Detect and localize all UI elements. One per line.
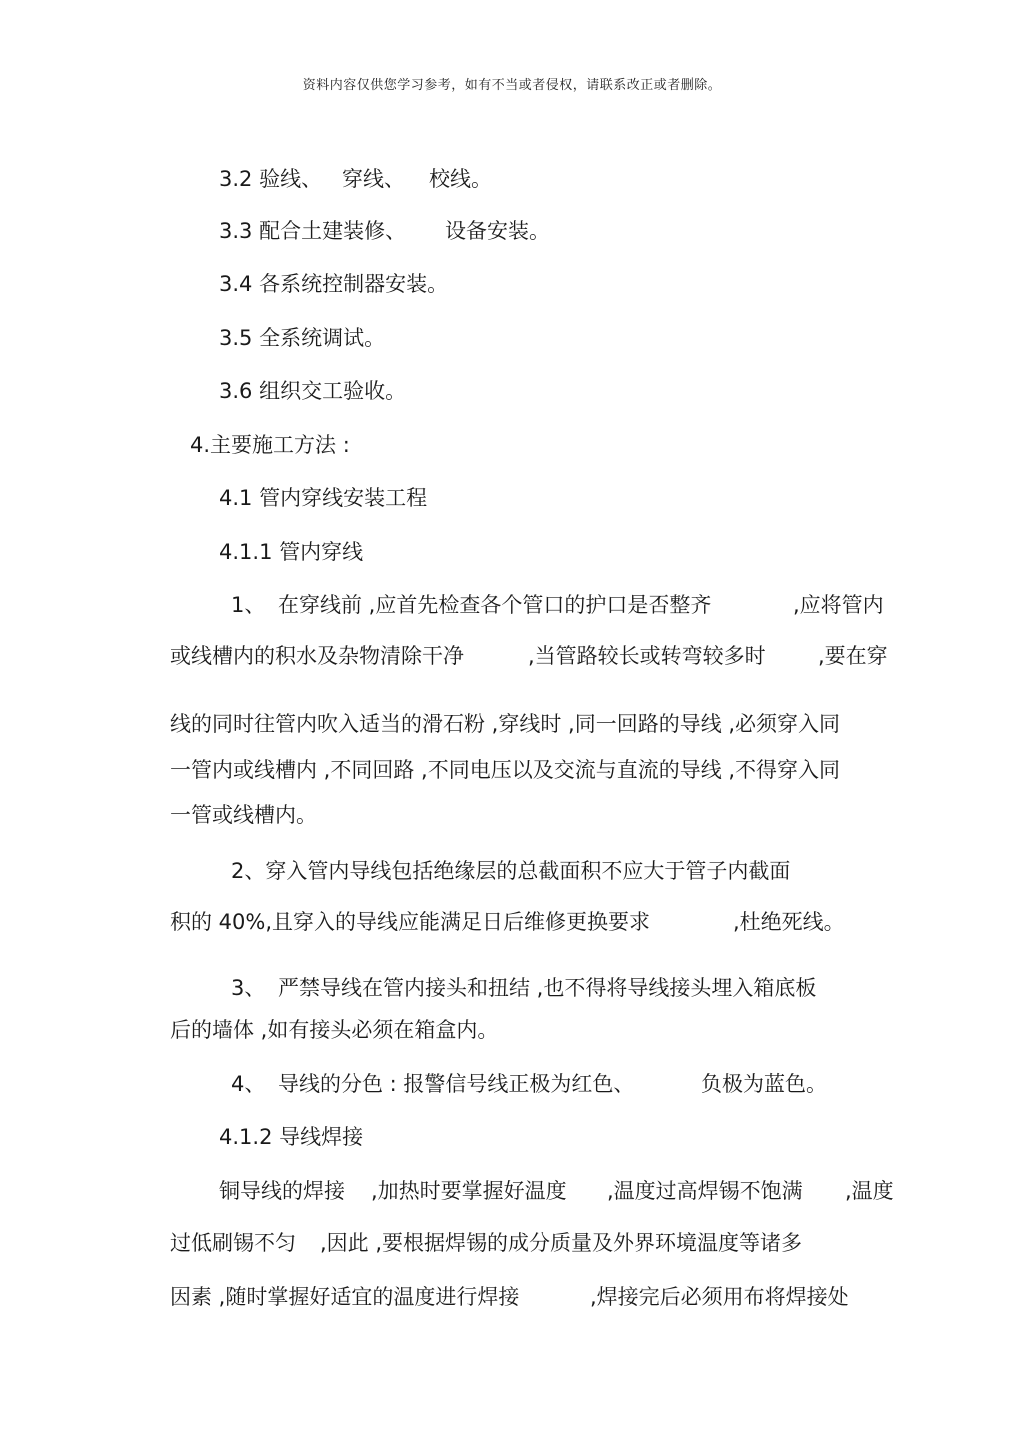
para-5-line-2-part-2: ,因此 ,要根据焊锡的成分质量及外界环境温度等诸多 — [320, 1231, 803, 1255]
para-5-line-3 — [170, 1284, 849, 1388]
para-1-line-5: 一管或线槽内。 — [170, 803, 317, 827]
para-5-line-1-part-3: ,温度过高焊锡不饱满 — [607, 1179, 803, 1203]
para-2-line-2-part-2: ,杜绝死线。 — [733, 910, 845, 934]
para-1-line-3: 线的同时往管内吹入适当的滑石粉 ,穿线时 ,同一回路的导线 ,必须穿入同 — [170, 712, 841, 736]
para-4-part-2: 导线的分色 : 报警信号线正极为红色、 — [278, 1072, 635, 1096]
para-5-line-2-part-1: 过低刷锡不匀 — [170, 1231, 296, 1255]
section-4-1-1-heading: 4.1.1 管内穿线 — [219, 540, 364, 564]
para-2-line-2-part-1: 积的 40%,且穿入的导线应能满足日后维修更换要求 — [170, 910, 651, 934]
item-3-3-part-1: 3.3 配合土建装修、 — [219, 219, 407, 243]
item-3-2-part-1: 3.2 验线、 — [219, 167, 323, 191]
disclaimer-header: 资料内容仅供您学习参考，如有不当或者侵权，请联系改正或者删除。 — [302, 78, 722, 93]
section-4-heading: 4.主要施工方法 : — [190, 433, 350, 457]
para-1-line-1-part-3: ,应将管内 — [793, 593, 884, 617]
para-1-line-2-part-2: ,当管路较长或转弯较多时 — [528, 644, 766, 668]
para-1-number: 1、 — [231, 593, 266, 617]
section-4-1-2-heading: 4.1.2 导线焊接 — [219, 1125, 364, 1149]
para-1-line-4: 一管内或线槽内 ,不同回路 ,不同电压以及交流与直流的导线 ,不得穿入同 — [170, 758, 841, 782]
para-3-line-1-part-2: 严禁导线在管内接头和扭结 ,也不得将导线接头埋入箱底板 — [278, 976, 817, 1000]
para-3-number: 3、 — [231, 976, 266, 1000]
para-1-line-2-part-1: 或线槽内的积水及杂物清除干净 — [170, 644, 464, 668]
section-4-1-heading: 4.1 管内穿线安装工程 — [219, 486, 428, 510]
item-3-6: 3.6 组织交工验收。 — [219, 379, 407, 403]
para-5-line-1-part-4: ,温度 — [845, 1179, 894, 1203]
para-4-number: 4、 — [231, 1072, 266, 1096]
item-3-3-part-2: 设备安装。 — [445, 219, 550, 243]
para-3-line-2: 后的墙体 ,如有接头必须在箱盒内。 — [170, 1018, 499, 1042]
item-3-2-part-2: 穿线、 — [342, 167, 405, 191]
para-4-part-3: 负极为蓝色。 — [701, 1072, 827, 1096]
para-5-line-1-part-2: ,加热时要掌握好温度 — [371, 1179, 567, 1203]
para-2-line-1: 2、穿入管内导线包括绝缘层的总截面积不应大于管子内截面 — [231, 859, 791, 883]
para-5-line-3-part-2: ,焊接完后必须用布将焊接处 — [590, 1285, 849, 1309]
para-1-line-1-part-2: 在穿线前 ,应首先检查各个管口的护口是否整齐 — [278, 593, 712, 617]
para-5-line-3-part-1: 因素 ,随时掌握好适宜的温度进行焊接 — [170, 1285, 520, 1309]
item-3-4: 3.4 各系统控制器安装。 — [219, 272, 449, 296]
para-1-line-2-part-3: ,要在穿 — [818, 644, 888, 668]
para-5-line-1-part-1: 铜导线的焊接 — [219, 1179, 345, 1203]
item-3-5: 3.5 全系统调试。 — [219, 326, 386, 350]
item-3-2-part-3: 校线。 — [429, 167, 492, 191]
